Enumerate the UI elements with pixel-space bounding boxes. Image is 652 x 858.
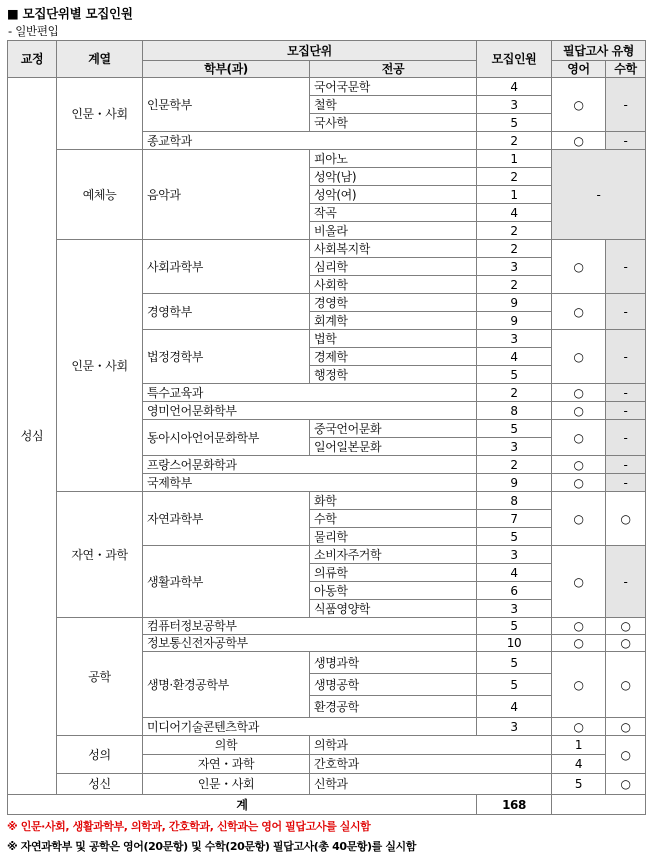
dept-cell: 동아시아언어문화학부 <box>143 420 310 456</box>
math-cell: - <box>606 294 646 330</box>
major-cell: 아동학 <box>310 582 477 600</box>
total-exam-cell <box>552 795 646 815</box>
dept-cell: 사회과학부 <box>143 240 310 294</box>
count-cell: 7 <box>477 510 552 528</box>
header-math: 수학 <box>606 61 646 78</box>
dept-cell: 의학과 <box>310 736 552 755</box>
major-cell: 생명공학 <box>310 674 477 696</box>
major-cell: 경영학 <box>310 294 477 312</box>
math-cell: - <box>606 330 646 384</box>
math-cell: - <box>606 474 646 492</box>
major-cell: 법학 <box>310 330 477 348</box>
major-cell: 사회학 <box>310 276 477 294</box>
count-cell: 3 <box>477 546 552 564</box>
major-cell: 의류학 <box>310 564 477 582</box>
count-cell: 2 <box>477 456 552 474</box>
english-cell: ○ <box>552 635 606 652</box>
count-cell: 4 <box>477 204 552 222</box>
header-track: 계열 <box>57 41 143 78</box>
major-cell: 물리학 <box>310 528 477 546</box>
count-cell: 3 <box>477 718 552 736</box>
major-cell: 국사학 <box>310 114 477 132</box>
major-cell: 식품영양학 <box>310 600 477 618</box>
english-cell: ○ <box>552 456 606 474</box>
count-cell: 4 <box>477 348 552 366</box>
english-cell: ○ <box>606 736 646 774</box>
major-cell: 경제학 <box>310 348 477 366</box>
count-cell: 9 <box>477 474 552 492</box>
count-cell: 2 <box>477 276 552 294</box>
major-cell: 심리학 <box>310 258 477 276</box>
count-cell: 2 <box>477 132 552 150</box>
major-cell: 생명과학 <box>310 652 477 674</box>
english-cell: ○ <box>552 492 606 546</box>
english-cell: ○ <box>552 384 606 402</box>
math-cell: ○ <box>606 652 646 718</box>
count-cell: 9 <box>477 294 552 312</box>
count-cell: 3 <box>477 258 552 276</box>
count-cell: 5 <box>477 114 552 132</box>
campus-cell: 성신 <box>57 774 143 795</box>
dept-cell: 생명·환경공학부 <box>143 652 310 718</box>
english-cell: ○ <box>552 618 606 635</box>
header-major: 전공 <box>310 61 477 78</box>
campus-cell: 성심 <box>8 78 57 795</box>
math-cell: - <box>606 420 646 456</box>
recruitment-table <box>7 40 646 815</box>
major-cell: 회계학 <box>310 312 477 330</box>
dept-cell: 프랑스어문화학과 <box>143 456 477 474</box>
english-cell: ○ <box>552 402 606 420</box>
count-cell: 4 <box>477 696 552 718</box>
major-cell: 피아노 <box>310 150 477 168</box>
major-cell: 비올라 <box>310 222 477 240</box>
math-cell: - <box>606 402 646 420</box>
count-cell: 2 <box>477 222 552 240</box>
dept-cell: 국제학부 <box>143 474 477 492</box>
track-cell: 자연・과학 <box>57 492 143 618</box>
total-value: 168 <box>477 795 552 815</box>
major-cell: 행정학 <box>310 366 477 384</box>
english-cell: ○ <box>552 294 606 330</box>
english-cell: ○ <box>552 474 606 492</box>
track-cell: 인문・사회 <box>143 774 310 795</box>
count-cell: 6 <box>477 582 552 600</box>
table-header-row <box>8 41 646 61</box>
table-row <box>8 618 646 635</box>
english-cell: ○ <box>552 652 606 718</box>
count-cell: 4 <box>477 78 552 96</box>
dept-cell: 법정경학부 <box>143 330 310 384</box>
header-exam: 필답고사 유형 <box>552 41 646 61</box>
major-cell: 철학 <box>310 96 477 114</box>
total-row <box>8 795 646 815</box>
track-cell: 인문・사회 <box>57 78 143 150</box>
total-label: 계 <box>8 795 477 815</box>
count-cell: 4 <box>552 755 606 774</box>
note-red: ※ 인문·사회, 생활과학부, 의학과, 간호학과, 신학과는 영어 필답고사를 실시함 <box>7 820 371 833</box>
header-dept: 학부(과) <box>143 61 310 78</box>
count-cell: 8 <box>477 492 552 510</box>
english-cell: ○ <box>606 774 646 795</box>
table-row <box>8 736 646 755</box>
dept-cell: 신학과 <box>310 774 552 795</box>
major-cell: 성악(여) <box>310 186 477 204</box>
math-cell: ○ <box>606 618 646 635</box>
count-cell: 5 <box>552 774 606 795</box>
page-subtitle: - 일반편입 <box>8 24 59 38</box>
dept-cell: 경영학부 <box>143 294 310 330</box>
count-cell: 1 <box>477 150 552 168</box>
dept-cell: 음악과 <box>143 150 310 240</box>
major-cell: 일어일본문화 <box>310 438 477 456</box>
count-cell: 2 <box>477 384 552 402</box>
track-cell: 공학 <box>57 618 143 736</box>
table-row <box>8 240 646 258</box>
dept-cell: 종교학과 <box>143 132 477 150</box>
campus-cell: 성의 <box>57 736 143 774</box>
dept-cell: 자연과학부 <box>143 492 310 546</box>
note-black: ※ 자연과학부 및 공학은 영어(20문항) 및 수학(20문항) 필답고사(총 40문항)를 실시함 <box>7 840 416 853</box>
track-cell: 예체능 <box>57 150 143 240</box>
exam-cell: - <box>552 150 646 240</box>
math-cell: - <box>606 132 646 150</box>
math-cell: ○ <box>606 718 646 736</box>
header-campus: 교정 <box>8 41 57 78</box>
page-title: ■ 모집단위별 모집인원 <box>7 6 133 21</box>
track-cell: 자연・과학 <box>143 755 310 774</box>
count-cell: 3 <box>477 600 552 618</box>
count-cell: 1 <box>477 186 552 204</box>
dept-cell: 간호학과 <box>310 755 552 774</box>
major-cell: 중국언어문화 <box>310 420 477 438</box>
count-cell: 10 <box>477 635 552 652</box>
header-english: 영어 <box>552 61 606 78</box>
count-cell: 4 <box>477 564 552 582</box>
count-cell: 8 <box>477 402 552 420</box>
dept-cell: 영미언어문화학부 <box>143 402 477 420</box>
math-cell: - <box>606 456 646 474</box>
english-cell: ○ <box>552 330 606 384</box>
table-row <box>8 492 646 510</box>
english-cell: ○ <box>552 420 606 456</box>
math-cell: ○ <box>606 635 646 652</box>
track-cell: 의학 <box>143 736 310 755</box>
major-cell: 작곡 <box>310 204 477 222</box>
table-row <box>8 78 646 96</box>
header-count: 모집인원 <box>477 41 552 78</box>
major-cell: 화학 <box>310 492 477 510</box>
english-cell: ○ <box>552 132 606 150</box>
dept-cell: 생활과학부 <box>143 546 310 618</box>
major-cell: 성악(남) <box>310 168 477 186</box>
count-cell: 2 <box>477 240 552 258</box>
major-cell: 소비자주거학 <box>310 546 477 564</box>
count-cell: 3 <box>477 438 552 456</box>
count-cell: 5 <box>477 528 552 546</box>
english-cell: ○ <box>552 78 606 132</box>
count-cell: 5 <box>477 652 552 674</box>
dept-cell: 정보통신전자공학부 <box>143 635 477 652</box>
count-cell: 5 <box>477 674 552 696</box>
english-cell: ○ <box>552 718 606 736</box>
math-cell: - <box>606 546 646 618</box>
dept-cell: 컴퓨터정보공학부 <box>143 618 477 635</box>
count-cell: 5 <box>477 366 552 384</box>
count-cell: 9 <box>477 312 552 330</box>
track-cell: 인문・사회 <box>57 240 143 492</box>
count-cell: 3 <box>477 330 552 348</box>
major-cell: 환경공학 <box>310 696 477 718</box>
count-cell: 1 <box>552 736 606 755</box>
math-cell: - <box>606 384 646 402</box>
count-cell: 3 <box>477 96 552 114</box>
count-cell: 5 <box>477 420 552 438</box>
dept-cell: 특수교육과 <box>143 384 477 402</box>
dept-cell: 미디어기술콘텐츠학과 <box>143 718 477 736</box>
math-cell: - <box>606 240 646 294</box>
math-cell: ○ <box>606 492 646 546</box>
count-cell: 2 <box>477 168 552 186</box>
dept-cell: 인문학부 <box>143 78 310 132</box>
major-cell: 국어국문학 <box>310 78 477 96</box>
header-unit: 모집단위 <box>143 41 477 61</box>
english-cell: ○ <box>552 546 606 618</box>
math-cell: - <box>606 78 646 132</box>
major-cell: 수학 <box>310 510 477 528</box>
english-cell: ○ <box>552 240 606 294</box>
count-cell: 5 <box>477 618 552 635</box>
major-cell: 사회복지학 <box>310 240 477 258</box>
table-row <box>8 150 646 168</box>
table-row <box>8 774 646 795</box>
